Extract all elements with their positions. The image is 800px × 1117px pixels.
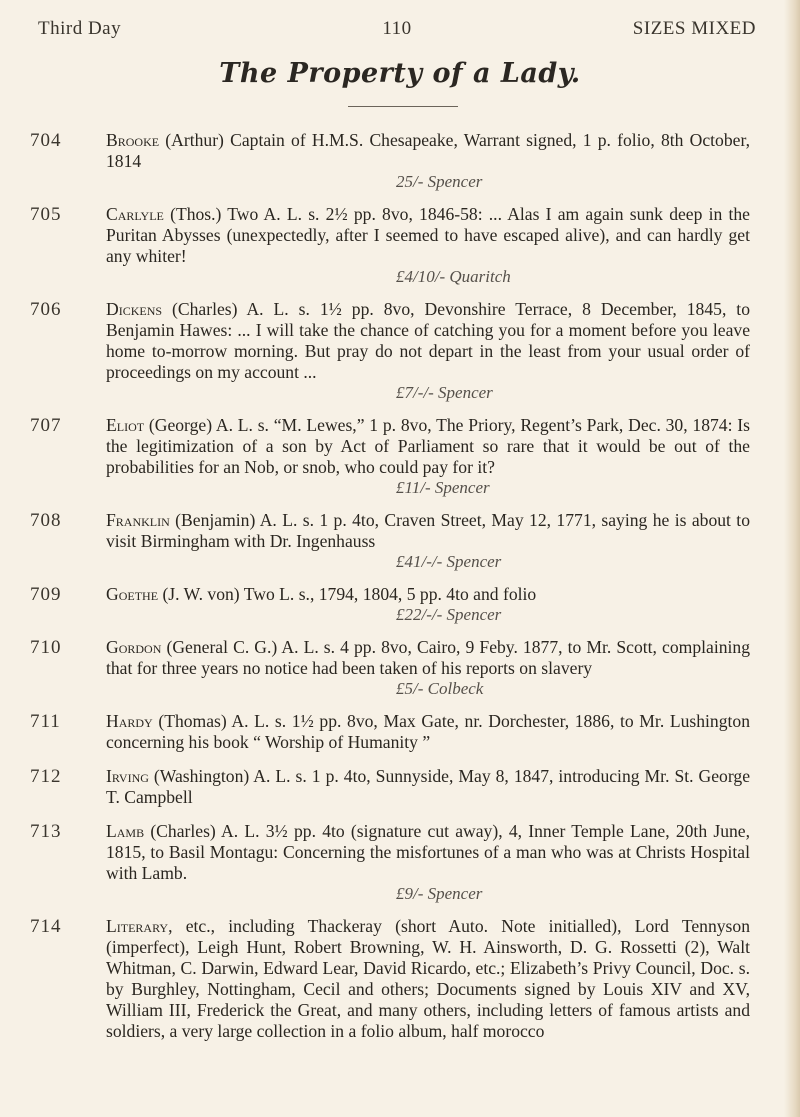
lot-714: [30, 916, 750, 1042]
handwritten-note: £5/- Colbeck: [396, 679, 484, 698]
lot-710: [30, 637, 750, 698]
lot-number: 712: [30, 766, 62, 787]
lot-description: (Thos.) Two A. L. s. 2½ pp. 8vo, 1846-58: ... Alas I am again sunk deep in the Puritan Abysses (unexpectedly, after I seemed to have escaped alive), and can hardly get any whiter!: [106, 204, 750, 266]
lot-description: (Arthur) Captain of H.M.S. Chesapeake, Warrant signed, 1 p. folio, 8th October, 1814: [106, 130, 750, 171]
lot-number: 714: [30, 916, 62, 937]
lot-description: (Benjamin) A. L. s. 1 p. 4to, Craven Street, May 12, 1771, saying he is about to visit Birmingham with Dr. Ingenhauss: [106, 510, 750, 551]
lot-713: [30, 821, 750, 903]
lot-number: 704: [30, 130, 62, 151]
lot-name: Dickens: [106, 299, 163, 319]
handwritten-note: £4/10/- Quaritch: [396, 267, 511, 286]
handwritten-note: £22/-/- Spencer: [396, 605, 502, 624]
lot-description: (Charles) A. L. s. 1½ pp. 8vo, Devonshire Terrace, 8 December, 1845, to Benjamin Hawes: ... I will take the chance of catching you for a moment before you leave home to-morrow morning. But pray do not depart in the least from your usual order of proceedings on my account ...: [106, 299, 750, 382]
lot-description: (J. W. von) Two L. s., 1794, 1804, 5 pp. 4to and folio: [162, 584, 537, 604]
lot-number: 713: [30, 821, 62, 842]
lot-list: [30, 130, 750, 1055]
lot-description: (Thomas) A. L. s. 1½ pp. 8vo, Max Gate, nr. Dorchester, 1886, to Mr. Lushington concerning his book “ Worship of Humanity ”: [106, 711, 750, 752]
lot-number: 707: [30, 415, 62, 436]
lot-number: 705: [30, 204, 62, 225]
lot-709: [30, 584, 750, 624]
page-edge: [784, 0, 800, 1117]
lot-712: [30, 766, 750, 808]
lot-705: [30, 204, 750, 286]
lot-number: 709: [30, 584, 62, 605]
lot-name: Goethe: [106, 584, 159, 604]
lot-name: Franklin: [106, 510, 170, 530]
lot-name: Literary: [106, 916, 169, 936]
lot-description: , etc., including Thackeray (short Auto. Note initialled), Lord Tennyson (imperfect), Leigh Hunt, Robert Browning, W. H. Ainsworth, D. G. Rossetti (2), Walt Whitman, C. Darwin, Edward Lear, David Ricardo, etc.; Elizabeth’s Privy Council, Doc. s. by Burghley, Nottingham, Cecil and others; Documents signed by Louis XIV and XV, William III, Frederick the Great, and many others, including letters of famous artists and soldiers, a very large collection in a folio album, half morocco: [106, 916, 750, 1041]
section-title: The Property of a Lady.: [219, 58, 581, 89]
title-rule: [348, 106, 458, 107]
handwritten-note: £9/- Spencer: [396, 884, 483, 903]
lot-number: 711: [30, 711, 61, 732]
running-head-right: SIZES MIXED: [632, 18, 756, 39]
handwritten-note: 25/- Spencer: [396, 172, 483, 191]
lot-description: (General C. G.) A. L. s. 4 pp. 8vo, Cairo, 9 Feby. 1877, to Mr. Scott, complaining that for three years no notice had been taken of his reports on slavery: [106, 637, 750, 678]
lot-707: [30, 415, 750, 497]
lot-name: Lamb: [106, 821, 145, 841]
running-head-left: Third Day: [38, 18, 122, 39]
lot-name: Eliot: [106, 415, 145, 435]
running-head: [38, 18, 756, 46]
handwritten-note: £7/-/- Spencer: [396, 383, 493, 402]
page-number: 110: [382, 18, 412, 39]
lot-name: Irving: [106, 766, 149, 786]
lot-708: [30, 510, 750, 571]
lot-number: 708: [30, 510, 62, 531]
lot-name: Hardy: [106, 711, 153, 731]
lot-706: [30, 299, 750, 402]
lot-number: 706: [30, 299, 62, 320]
lot-name: Brooke: [106, 130, 160, 150]
handwritten-note: £41/-/- Spencer: [396, 552, 502, 571]
lot-number: 710: [30, 637, 62, 658]
lot-description: (Washington) A. L. s. 1 p. 4to, Sunnyside, May 8, 1847, introducing Mr. St. George T. Campbell: [106, 766, 750, 807]
lot-name: Carlyle: [106, 204, 164, 224]
lot-711: [30, 711, 750, 753]
lot-name: Gordon: [106, 637, 162, 657]
lot-description: (Charles) A. L. 3½ pp. 4to (signature cut away), 4, Inner Temple Lane, 20th June, 1815, to Basil Montagu: Concerning the misfortunes of a man who was at Christs Hospital with Lamb.: [106, 821, 750, 883]
lot-704: [30, 130, 750, 191]
lot-description: (George) A. L. s. “M. Lewes,” 1 p. 8vo, The Priory, Regent’s Park, Dec. 30, 1874: Is the legitimization of a son by Act of Parliament so rare that it would be out of the probabilities for an Nob, or snob, who could pay for it?: [106, 415, 750, 477]
handwritten-note: £11/- Spencer: [396, 478, 490, 497]
